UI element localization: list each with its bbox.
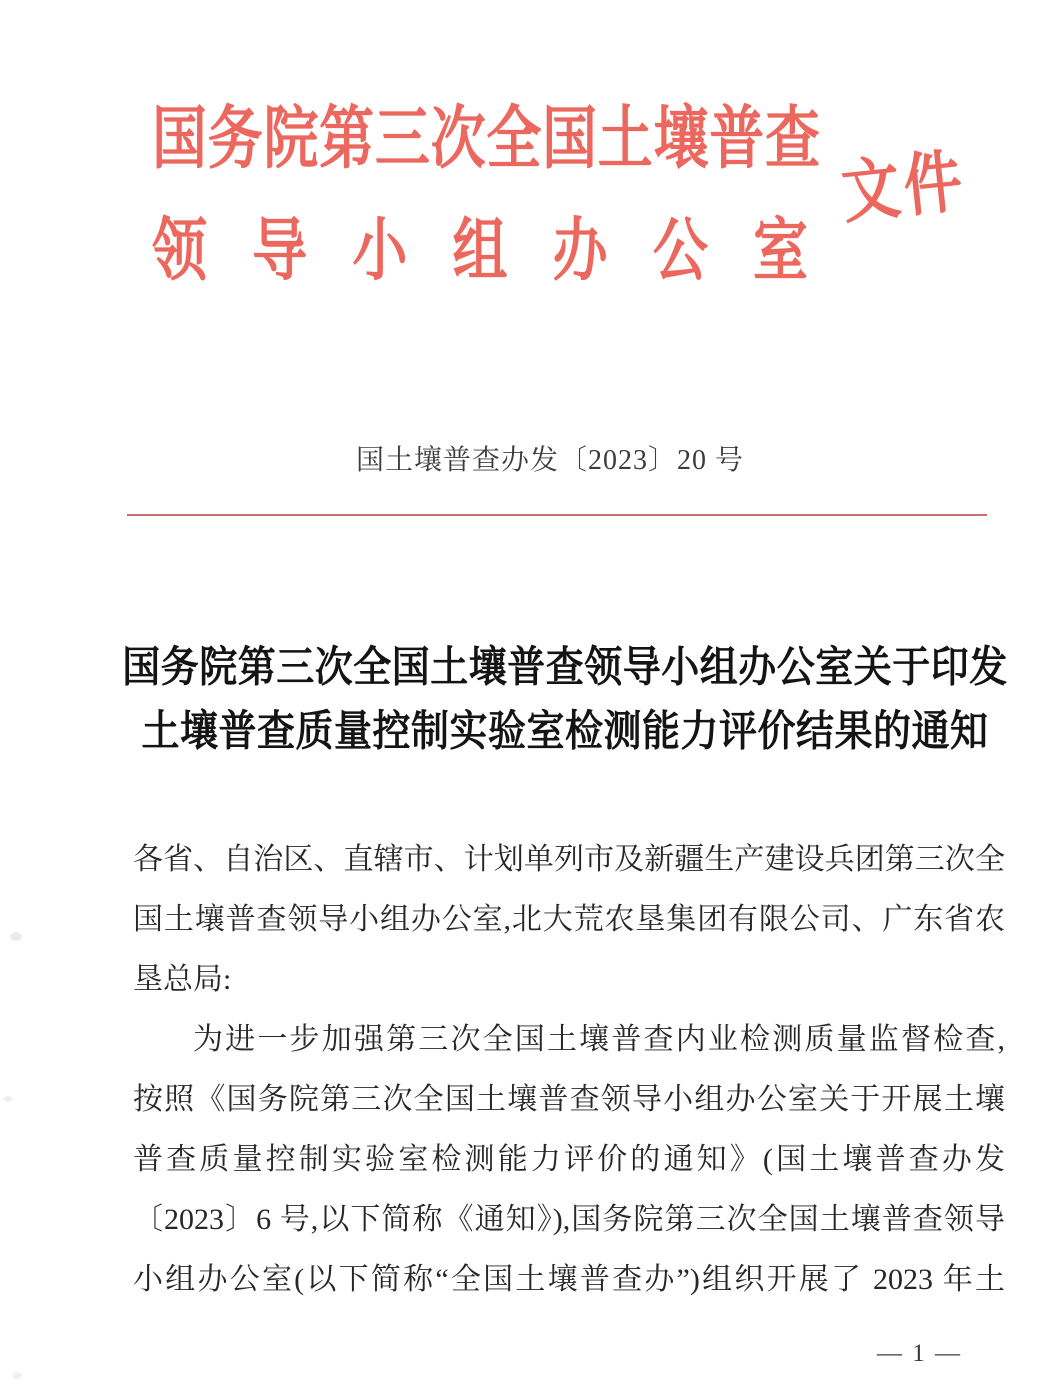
- scan-artifact: [10, 932, 22, 941]
- red-divider-line: [127, 514, 987, 516]
- scan-artifact: [12, 1372, 22, 1379]
- body-text-line: 各省、自治区、直辖市、计划单列市及新疆生产建设兵团第三次全: [133, 843, 1005, 876]
- scan-artifact: [4, 1096, 12, 1102]
- title-line2: 土壤普查质量控制实验室检测能力评价结果的通知: [141, 708, 989, 756]
- body-text-line: 按照《国务院第三次全国土壤普查领导小组办公室关于开展土壤: [133, 1083, 1005, 1116]
- letterhead-doc-type: 文件: [838, 142, 970, 233]
- body-text-line: 为进一步加强第三次全国土壤普查内业检测质量监督检查,: [193, 1023, 1005, 1056]
- page-number: — 1 —: [877, 1340, 962, 1367]
- body-text-line: 普查质量控制实验室检测能力评价的通知》(国土壤普查办发: [133, 1143, 1005, 1176]
- title-line1: 国务院第三次全国土壤普查领导小组办公室关于印发: [122, 644, 1008, 692]
- body-text-line: 垦总局:: [133, 963, 232, 996]
- document-body: [133, 830, 1005, 1310]
- document-title: [120, 632, 1010, 760]
- body-text-line: 〔2023〕6 号,以下简称《通知》),国务院第三次全国土壤普查领导: [133, 1203, 1005, 1236]
- doc-number: 国土壤普查办发〔2023〕20 号: [355, 445, 744, 476]
- body-text-line: 国土壤普查领导小组办公室,北大荒农垦集团有限公司、广东省农: [133, 903, 1005, 936]
- letterhead-org-line1: 国务院第三次全国土壤普查: [152, 100, 820, 177]
- body-text-line: 小组办公室(以下简称“全国土壤普查办”)组织开展了 2023 年土: [133, 1263, 1005, 1296]
- letterhead-org-line2: 领导小组办公室: [152, 212, 808, 289]
